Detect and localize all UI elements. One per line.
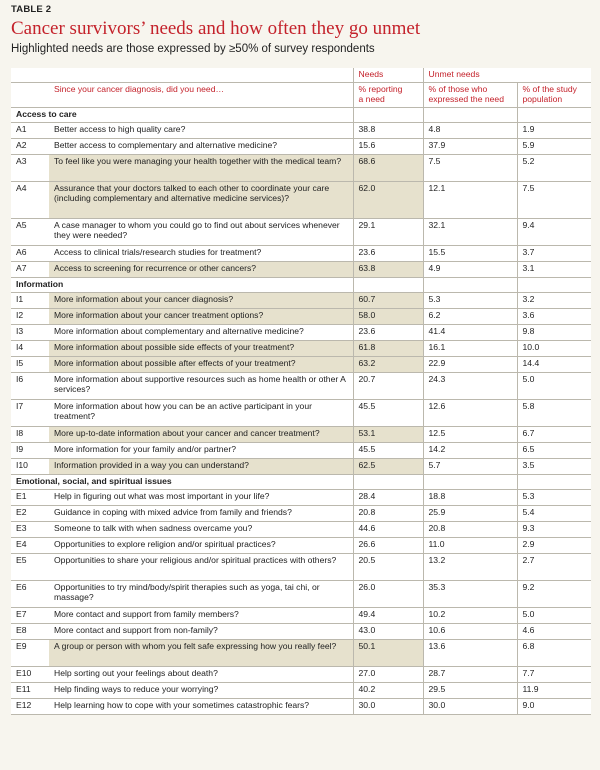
row-pct-unmet: 10.6 <box>423 624 517 640</box>
section-blank-cell <box>423 108 517 123</box>
row-need: More up-to-date information about your cancer and cancer treatment? <box>49 427 353 443</box>
needs-table <box>11 68 591 715</box>
row-pct-population: 9.3 <box>517 522 591 538</box>
row-pct-reporting: 45.5 <box>353 400 423 427</box>
row-need: More information for your family and/or partner? <box>49 443 353 459</box>
unmet-needs-header: Unmet needs <box>423 68 591 83</box>
section-header-row <box>11 108 591 123</box>
table-row <box>11 624 591 640</box>
row-pct-population: 3.5 <box>517 459 591 475</box>
row-need: Assurance that your doctors talked to each other to coordinate your care (including complementary and alternative medicine services)? <box>49 182 353 219</box>
row-need: More information about possible side effects of your treatment? <box>49 341 353 357</box>
table-row <box>11 554 591 581</box>
table-row <box>11 427 591 443</box>
row-pct-unmet: 5.3 <box>423 293 517 309</box>
row-need: Opportunities to explore religion and/or spiritual practices? <box>49 538 353 554</box>
row-pct-reporting: 58.0 <box>353 309 423 325</box>
row-code: E3 <box>11 522 49 538</box>
row-need: More contact and support from family members? <box>49 608 353 624</box>
row-pct-reporting: 15.6 <box>353 139 423 155</box>
needs-header: Needs <box>353 68 423 83</box>
table-row <box>11 459 591 475</box>
row-pct-reporting: 61.8 <box>353 341 423 357</box>
row-pct-unmet: 11.0 <box>423 538 517 554</box>
col-unmet-header: % of those who expressed the need <box>423 83 517 108</box>
row-pct-population: 6.7 <box>517 427 591 443</box>
row-pct-reporting: 20.8 <box>353 506 423 522</box>
row-pct-reporting: 49.4 <box>353 608 423 624</box>
table-row <box>11 293 591 309</box>
row-code: E8 <box>11 624 49 640</box>
row-need: Help finding ways to reduce your worrying? <box>49 683 353 699</box>
row-need: Opportunities to try mind/body/spirit therapies such as yoga, tai chi, or massage? <box>49 581 353 608</box>
row-pct-population: 5.8 <box>517 400 591 427</box>
row-pct-reporting: 68.6 <box>353 155 423 182</box>
row-pct-unmet: 28.7 <box>423 667 517 683</box>
row-pct-unmet: 5.7 <box>423 459 517 475</box>
row-need: More information about supportive resources such as home health or other A services? <box>49 373 353 400</box>
row-pct-reporting: 26.0 <box>353 581 423 608</box>
header-row-columns <box>11 83 591 108</box>
row-code: I4 <box>11 341 49 357</box>
row-pct-unmet: 12.5 <box>423 427 517 443</box>
row-pct-population: 7.7 <box>517 667 591 683</box>
row-pct-reporting: 28.4 <box>353 490 423 506</box>
row-pct-reporting: 44.6 <box>353 522 423 538</box>
table-row <box>11 683 591 699</box>
section-blank-cell <box>517 278 591 293</box>
row-pct-reporting: 38.8 <box>353 123 423 139</box>
question-header: Since your cancer diagnosis, did you need… <box>49 83 353 108</box>
table-row <box>11 123 591 139</box>
table-row <box>11 581 591 608</box>
row-code: A4 <box>11 182 49 219</box>
row-code: E6 <box>11 581 49 608</box>
row-pct-unmet: 20.8 <box>423 522 517 538</box>
row-pct-population: 2.9 <box>517 538 591 554</box>
row-pct-population: 5.2 <box>517 155 591 182</box>
row-need: Help sorting out your feelings about death? <box>49 667 353 683</box>
section-blank-cell <box>423 278 517 293</box>
row-pct-reporting: 62.0 <box>353 182 423 219</box>
table-row <box>11 139 591 155</box>
row-pct-population: 4.6 <box>517 624 591 640</box>
row-code: A6 <box>11 246 49 262</box>
row-pct-population: 9.2 <box>517 581 591 608</box>
row-pct-unmet: 7.5 <box>423 155 517 182</box>
row-pct-unmet: 22.9 <box>423 357 517 373</box>
row-pct-population: 7.5 <box>517 182 591 219</box>
table-row <box>11 357 591 373</box>
row-need: Access to screening for recurrence or other cancers? <box>49 262 353 278</box>
row-pct-population: 10.0 <box>517 341 591 357</box>
row-pct-reporting: 60.7 <box>353 293 423 309</box>
row-code: E9 <box>11 640 49 667</box>
table-row <box>11 640 591 667</box>
row-pct-population: 6.5 <box>517 443 591 459</box>
row-pct-unmet: 41.4 <box>423 325 517 341</box>
table-row <box>11 262 591 278</box>
section-blank-cell <box>423 475 517 490</box>
row-pct-unmet: 29.5 <box>423 683 517 699</box>
section-header-row <box>11 278 591 293</box>
table-row <box>11 246 591 262</box>
row-need: Better access to complementary and alternative medicine? <box>49 139 353 155</box>
row-need: A case manager to whom you could go to find out about services whenever they were needed? <box>49 219 353 246</box>
row-pct-reporting: 63.2 <box>353 357 423 373</box>
row-need: To feel like you were managing your health together with the medical team? <box>49 155 353 182</box>
row-code: E11 <box>11 683 49 699</box>
row-pct-reporting: 20.5 <box>353 554 423 581</box>
row-pct-population: 5.9 <box>517 139 591 155</box>
table-row <box>11 400 591 427</box>
row-code: I10 <box>11 459 49 475</box>
row-need: More contact and support from non-family? <box>49 624 353 640</box>
row-pct-population: 11.9 <box>517 683 591 699</box>
section-title: Information <box>11 278 353 293</box>
row-pct-reporting: 29.1 <box>353 219 423 246</box>
table-row <box>11 538 591 554</box>
row-pct-population: 9.0 <box>517 699 591 715</box>
row-code: A5 <box>11 219 49 246</box>
row-need: A group or person with whom you felt safe expressing how you really feel? <box>49 640 353 667</box>
row-code: I3 <box>11 325 49 341</box>
table-row <box>11 325 591 341</box>
row-need: Guidance in coping with mixed advice from family and friends? <box>49 506 353 522</box>
row-pct-population: 5.0 <box>517 608 591 624</box>
row-pct-unmet: 4.8 <box>423 123 517 139</box>
row-need: Opportunities to share your religious and/or spiritual practices with others? <box>49 554 353 581</box>
row-pct-population: 3.7 <box>517 246 591 262</box>
row-pct-reporting: 27.0 <box>353 667 423 683</box>
row-pct-reporting: 26.6 <box>353 538 423 554</box>
row-pct-reporting: 53.1 <box>353 427 423 443</box>
row-code: I2 <box>11 309 49 325</box>
row-pct-unmet: 35.3 <box>423 581 517 608</box>
table-row <box>11 699 591 715</box>
row-need: More information about complementary and alternative medicine? <box>49 325 353 341</box>
section-blank-cell <box>353 475 423 490</box>
row-pct-population: 6.8 <box>517 640 591 667</box>
row-pct-unmet: 30.0 <box>423 699 517 715</box>
table-row <box>11 506 591 522</box>
row-need: Help in figuring out what was most important in your life? <box>49 490 353 506</box>
table-row <box>11 182 591 219</box>
table-row <box>11 608 591 624</box>
row-code: E7 <box>11 608 49 624</box>
table-row <box>11 522 591 538</box>
row-pct-unmet: 15.5 <box>423 246 517 262</box>
row-pct-reporting: 20.7 <box>353 373 423 400</box>
row-pct-reporting: 30.0 <box>353 699 423 715</box>
row-pct-unmet: 25.9 <box>423 506 517 522</box>
section-blank-cell <box>517 108 591 123</box>
row-pct-population: 2.7 <box>517 554 591 581</box>
row-code: I6 <box>11 373 49 400</box>
row-pct-unmet: 6.2 <box>423 309 517 325</box>
table-row <box>11 490 591 506</box>
row-pct-unmet: 10.2 <box>423 608 517 624</box>
table-row <box>11 155 591 182</box>
row-need: More information about how you can be an active participant in your treatment? <box>49 400 353 427</box>
section-blank-cell <box>353 278 423 293</box>
row-code: A1 <box>11 123 49 139</box>
section-title: Emotional, social, and spiritual issues <box>11 475 353 490</box>
row-pct-reporting: 23.6 <box>353 246 423 262</box>
table-row <box>11 341 591 357</box>
row-pct-population: 1.9 <box>517 123 591 139</box>
row-code: E4 <box>11 538 49 554</box>
row-need: Help learning how to cope with your sometimes catastrophic fears? <box>49 699 353 715</box>
col-pct-header: % reporting a need <box>353 83 423 108</box>
header-row-top <box>11 68 591 83</box>
row-pct-population: 5.0 <box>517 373 591 400</box>
row-need: Better access to high quality care? <box>49 123 353 139</box>
row-need: Access to clinical trials/research studies for treatment? <box>49 246 353 262</box>
table-row <box>11 219 591 246</box>
row-pct-unmet: 12.6 <box>423 400 517 427</box>
col-pop-header: % of the study population <box>517 83 591 108</box>
row-pct-population: 3.1 <box>517 262 591 278</box>
row-pct-reporting: 45.5 <box>353 443 423 459</box>
row-pct-population: 14.4 <box>517 357 591 373</box>
row-code: A7 <box>11 262 49 278</box>
row-code: E12 <box>11 699 49 715</box>
row-code: I7 <box>11 400 49 427</box>
section-header-row <box>11 475 591 490</box>
row-code: E10 <box>11 667 49 683</box>
row-pct-unmet: 24.3 <box>423 373 517 400</box>
row-code: I8 <box>11 427 49 443</box>
table-title: Cancer survivors’ needs and how often they go unmet <box>11 18 421 39</box>
row-pct-reporting: 23.6 <box>353 325 423 341</box>
row-code: I1 <box>11 293 49 309</box>
section-title: Access to care <box>11 108 353 123</box>
row-pct-unmet: 18.8 <box>423 490 517 506</box>
row-pct-unmet: 4.9 <box>423 262 517 278</box>
table-row <box>11 309 591 325</box>
section-blank-cell <box>517 475 591 490</box>
table-row <box>11 667 591 683</box>
row-need: Someone to talk with when sadness overcame you? <box>49 522 353 538</box>
row-pct-unmet: 32.1 <box>423 219 517 246</box>
row-pct-population: 9.8 <box>517 325 591 341</box>
row-pct-unmet: 37.9 <box>423 139 517 155</box>
row-code: E2 <box>11 506 49 522</box>
row-pct-reporting: 62.5 <box>353 459 423 475</box>
row-pct-population: 9.4 <box>517 219 591 246</box>
row-pct-unmet: 12.1 <box>423 182 517 219</box>
row-pct-unmet: 14.2 <box>423 443 517 459</box>
row-pct-population: 5.4 <box>517 506 591 522</box>
row-code: A3 <box>11 155 49 182</box>
row-pct-reporting: 50.1 <box>353 640 423 667</box>
row-pct-reporting: 63.8 <box>353 262 423 278</box>
row-code: I9 <box>11 443 49 459</box>
table-subtitle: Highlighted needs are those expressed by ≥50% of survey respondents <box>11 43 375 55</box>
row-pct-reporting: 43.0 <box>353 624 423 640</box>
row-code: E5 <box>11 554 49 581</box>
table-label: TABLE 2 <box>11 4 52 15</box>
row-pct-unmet: 13.6 <box>423 640 517 667</box>
row-code: A2 <box>11 139 49 155</box>
section-blank-cell <box>353 108 423 123</box>
row-need: More information about your cancer diagnosis? <box>49 293 353 309</box>
row-pct-population: 5.3 <box>517 490 591 506</box>
row-code: I5 <box>11 357 49 373</box>
row-pct-population: 3.2 <box>517 293 591 309</box>
row-need: More information about your cancer treatment options? <box>49 309 353 325</box>
row-pct-population: 3.6 <box>517 309 591 325</box>
row-pct-unmet: 16.1 <box>423 341 517 357</box>
row-code: E1 <box>11 490 49 506</box>
row-pct-unmet: 13.2 <box>423 554 517 581</box>
row-need: Information provided in a way you can understand? <box>49 459 353 475</box>
row-need: More information about possible after effects of your treatment? <box>49 357 353 373</box>
table-row <box>11 443 591 459</box>
row-pct-reporting: 40.2 <box>353 683 423 699</box>
table-row <box>11 373 591 400</box>
